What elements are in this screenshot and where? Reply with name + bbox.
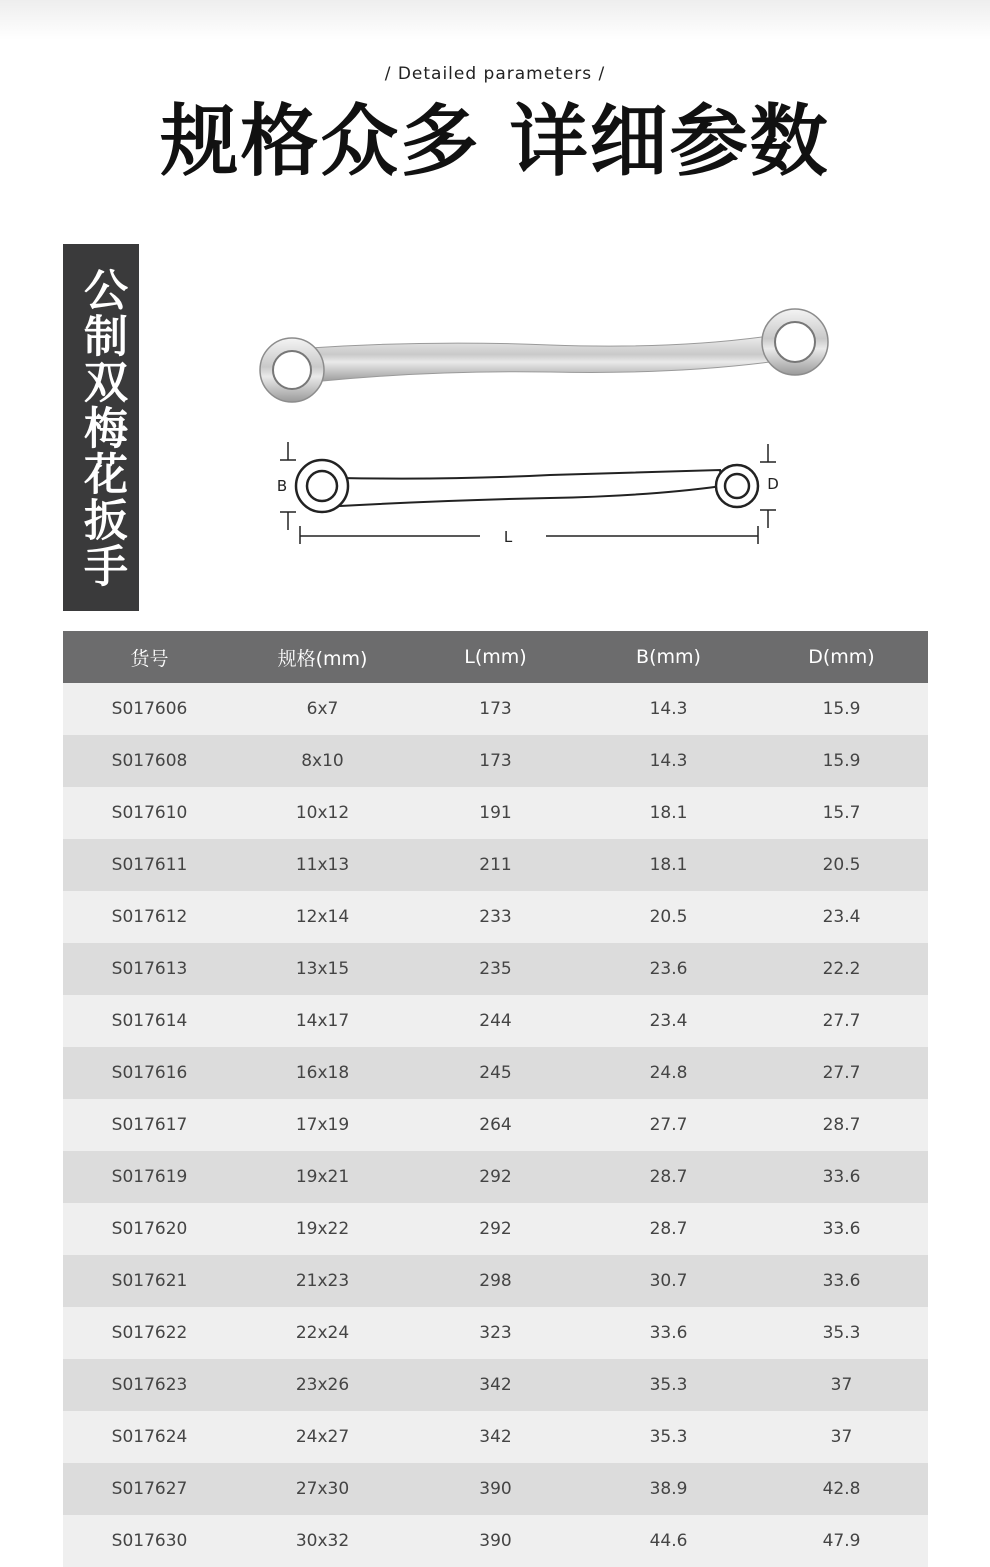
- cell-d: 42.8: [755, 1463, 928, 1515]
- header-d: D(mm): [755, 631, 928, 683]
- cell-d: 15.9: [755, 683, 928, 735]
- cell-length: 342: [409, 1359, 582, 1411]
- cell-d: 22.2: [755, 943, 928, 995]
- cell-length: 292: [409, 1203, 582, 1255]
- table-row: [63, 891, 928, 943]
- table-row: [63, 1203, 928, 1255]
- cell-b: 23.4: [582, 995, 755, 1047]
- cell-length: 244: [409, 995, 582, 1047]
- table-row: [63, 1099, 928, 1151]
- cell-b: 14.3: [582, 735, 755, 787]
- cell-size: 24x27: [236, 1411, 409, 1463]
- cell-item-no: S017610: [63, 787, 236, 839]
- dimension-label-l: L: [503, 528, 513, 546]
- dimension-label-d: D: [767, 475, 779, 493]
- cell-d: 33.6: [755, 1151, 928, 1203]
- table-row: [63, 683, 928, 735]
- cell-size: 17x19: [236, 1099, 409, 1151]
- cell-item-no: S017611: [63, 839, 236, 891]
- section-title: 规格众多 详细参数: [160, 97, 830, 187]
- cell-b: 24.8: [582, 1047, 755, 1099]
- header-size: 规格(mm): [236, 631, 409, 683]
- dimension-label-b: B: [276, 477, 288, 495]
- cell-item-no: S017614: [63, 995, 236, 1047]
- cell-d: 15.7: [755, 787, 928, 839]
- cell-length: 390: [409, 1515, 582, 1567]
- table-row: [63, 1515, 928, 1567]
- cell-d: 33.6: [755, 1255, 928, 1307]
- cell-size: 30x32: [236, 1515, 409, 1567]
- table-row: [63, 1307, 928, 1359]
- cell-d: 15.9: [755, 735, 928, 787]
- cell-d: 28.7: [755, 1099, 928, 1151]
- spec-table-header-row: [63, 631, 928, 683]
- top-fade: [0, 0, 990, 40]
- cell-length: 342: [409, 1411, 582, 1463]
- cell-d: 37: [755, 1359, 928, 1411]
- wrench-photo: [260, 309, 828, 402]
- cell-item-no: S017619: [63, 1151, 236, 1203]
- cell-item-no: S017608: [63, 735, 236, 787]
- table-row: [63, 995, 928, 1047]
- cell-item-no: S017622: [63, 1307, 236, 1359]
- cell-item-no: S017613: [63, 943, 236, 995]
- cell-d: 33.6: [755, 1203, 928, 1255]
- section-subtitle: / Detailed parameters /: [384, 64, 606, 84]
- cell-size: 14x17: [236, 995, 409, 1047]
- cell-b: 30.7: [582, 1255, 755, 1307]
- cell-item-no: S017616: [63, 1047, 236, 1099]
- header-b: B(mm): [582, 631, 755, 683]
- cell-length: 298: [409, 1255, 582, 1307]
- wrench-dimension-diagram: [277, 442, 779, 546]
- cell-b: 35.3: [582, 1359, 755, 1411]
- cell-b: 18.1: [582, 839, 755, 891]
- table-row: [63, 1255, 928, 1307]
- cell-b: 23.6: [582, 943, 755, 995]
- cell-b: 18.1: [582, 787, 755, 839]
- cell-d: 47.9: [755, 1515, 928, 1567]
- cell-length: 264: [409, 1099, 582, 1151]
- cell-size: 23x26: [236, 1359, 409, 1411]
- cell-b: 14.3: [582, 683, 755, 735]
- cell-size: 16x18: [236, 1047, 409, 1099]
- cell-length: 235: [409, 943, 582, 995]
- cell-b: 28.7: [582, 1203, 755, 1255]
- cell-length: 245: [409, 1047, 582, 1099]
- cell-b: 20.5: [582, 891, 755, 943]
- cell-d: 27.7: [755, 1047, 928, 1099]
- cell-size: 10x12: [236, 787, 409, 839]
- cell-size: 27x30: [236, 1463, 409, 1515]
- cell-size: 19x21: [236, 1151, 409, 1203]
- cell-size: 21x23: [236, 1255, 409, 1307]
- cell-item-no: S017627: [63, 1463, 236, 1515]
- cell-size: 11x13: [236, 839, 409, 891]
- cell-size: 22x24: [236, 1307, 409, 1359]
- cell-length: 173: [409, 683, 582, 735]
- cell-item-no: S017612: [63, 891, 236, 943]
- cell-size: 8x10: [236, 735, 409, 787]
- cell-d: 23.4: [755, 891, 928, 943]
- cell-size: 19x22: [236, 1203, 409, 1255]
- cell-item-no: S017623: [63, 1359, 236, 1411]
- table-row: [63, 839, 928, 891]
- cell-length: 173: [409, 735, 582, 787]
- header-length: L(mm): [409, 631, 582, 683]
- cell-length: 390: [409, 1463, 582, 1515]
- header-item-no: 货号: [63, 631, 236, 683]
- cell-item-no: S017624: [63, 1411, 236, 1463]
- table-row: [63, 943, 928, 995]
- cell-size: 13x15: [236, 943, 409, 995]
- spec-table: [63, 631, 928, 1567]
- cell-b: 44.6: [582, 1515, 755, 1567]
- cell-b: 27.7: [582, 1099, 755, 1151]
- cell-item-no: S017621: [63, 1255, 236, 1307]
- cell-d: 37: [755, 1411, 928, 1463]
- cell-length: 191: [409, 787, 582, 839]
- cell-length: 211: [409, 839, 582, 891]
- cell-b: 35.3: [582, 1411, 755, 1463]
- cell-item-no: S017617: [63, 1099, 236, 1151]
- table-row: [63, 1359, 928, 1411]
- cell-d: 27.7: [755, 995, 928, 1047]
- table-row: [63, 787, 928, 839]
- cell-size: 12x14: [236, 891, 409, 943]
- product-category-label: [63, 244, 139, 611]
- cell-d: 35.3: [755, 1307, 928, 1359]
- cell-d: 20.5: [755, 839, 928, 891]
- cell-length: 323: [409, 1307, 582, 1359]
- cell-b: 38.9: [582, 1463, 755, 1515]
- cell-length: 233: [409, 891, 582, 943]
- table-row: [63, 1411, 928, 1463]
- product-category-text: 公制双梅花扳手: [76, 266, 127, 589]
- cell-item-no: S017620: [63, 1203, 236, 1255]
- cell-length: 292: [409, 1151, 582, 1203]
- table-row: [63, 1151, 928, 1203]
- table-row: [63, 735, 928, 787]
- cell-b: 33.6: [582, 1307, 755, 1359]
- cell-b: 28.7: [582, 1151, 755, 1203]
- cell-size: 6x7: [236, 683, 409, 735]
- table-row: [63, 1463, 928, 1515]
- wrench-illustration: [250, 300, 850, 560]
- table-row: [63, 1047, 928, 1099]
- cell-item-no: S017606: [63, 683, 236, 735]
- cell-item-no: S017630: [63, 1515, 236, 1567]
